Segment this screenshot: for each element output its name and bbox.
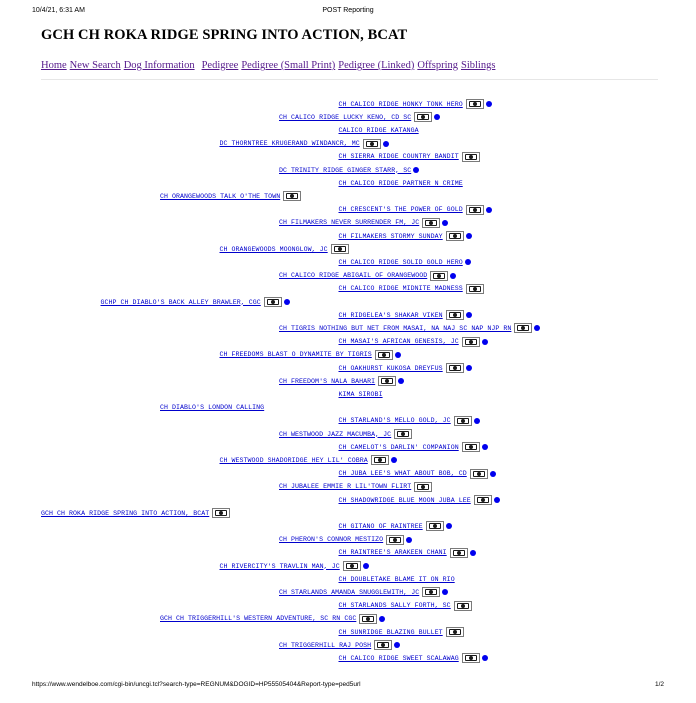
- pedigree-entry: [101, 296, 290, 308]
- pedigree-entry: [339, 415, 480, 427]
- blue-dot-icon[interactable]: [490, 471, 496, 477]
- camera-icon[interactable]: [466, 99, 484, 109]
- pedigree-entry: [279, 534, 412, 546]
- camera-icon[interactable]: [331, 244, 349, 254]
- pedigree-entry: [339, 388, 383, 400]
- camera-icon[interactable]: [414, 482, 432, 492]
- pedigree-entry: [160, 190, 301, 202]
- camera-icon[interactable]: [212, 508, 230, 518]
- camera-icon[interactable]: [371, 455, 389, 465]
- camera-icon[interactable]: [514, 323, 532, 333]
- camera-icon[interactable]: [462, 653, 480, 663]
- dog-name-link[interactable]: GCHP CH DIABLO'S BACK ALLEY BRAWLER, CGC: [100, 298, 261, 306]
- camera-icon[interactable]: [422, 587, 440, 597]
- dog-name-link[interactable]: CH CALICO RIDGE MIDNITE MADNESS: [338, 285, 463, 293]
- dog-name-link[interactable]: CH FREEDOM'S NALA BAHARI: [279, 377, 376, 385]
- blue-dot-icon[interactable]: [363, 563, 369, 569]
- pedigree-entry: [339, 309, 472, 321]
- nav-dog-information-link[interactable]: Dog Information: [123, 60, 195, 71]
- nav-pedigree-link[interactable]: Pedigree: [201, 60, 239, 71]
- pedigree-entry: [41, 507, 230, 519]
- blue-dot-icon[interactable]: [466, 365, 472, 371]
- dog-name-link[interactable]: CH CALICO RIDGE SWEET SCALAWAG: [338, 654, 459, 662]
- camera-icon[interactable]: [394, 429, 412, 439]
- nav-pedigree-small-print-link[interactable]: Pedigree (Small Print): [241, 60, 336, 71]
- print-url: https://www.wendelboe.com/cgi-bin/uncgi.tcl?search-type=REGNUM&DOGID=HP55505404&Report-type=ped5url: [32, 681, 361, 688]
- blue-dot-icon[interactable]: [486, 207, 492, 213]
- camera-icon[interactable]: [454, 416, 472, 426]
- pedigree-entry: [339, 573, 455, 585]
- pedigree-entry: [339, 177, 463, 189]
- nav-new-search-link[interactable]: New Search: [69, 60, 121, 71]
- dog-name-link[interactable]: KIMA SIROBI: [338, 390, 383, 398]
- dog-name-link[interactable]: CH SHADOWRIDGE BLUE MOON JUBA LEE: [338, 496, 471, 504]
- dog-name-link[interactable]: CH CAMELOT'S DARLIN' COMPANION: [338, 443, 459, 451]
- blue-dot-icon[interactable]: [474, 418, 480, 424]
- camera-icon[interactable]: [454, 601, 472, 611]
- camera-icon[interactable]: [283, 191, 301, 201]
- pedigree-entry: [160, 402, 264, 414]
- pedigree-entry: [279, 217, 448, 229]
- pedigree-entry: [339, 652, 488, 664]
- dog-name-link[interactable]: CH MASAI'S AFRICAN GENESIS, JC: [338, 338, 459, 346]
- camera-icon[interactable]: [470, 469, 488, 479]
- pedigree-entry: [339, 124, 419, 136]
- pedigree-entry: [279, 164, 419, 176]
- dog-name-link[interactable]: CH FREEDOMS BLAST O DYNAMITE BY TIGRIS: [219, 351, 372, 359]
- dog-name-link[interactable]: CH CALICO RIDGE HONKY TONK HERO: [338, 100, 463, 108]
- pedigree-entry: [339, 520, 452, 532]
- pedigree-entry: [339, 494, 500, 506]
- camera-icon[interactable]: [446, 231, 464, 241]
- blue-dot-icon[interactable]: [434, 114, 440, 120]
- dog-name-link[interactable]: CH TRIGGERHILL RAJ POSH: [279, 641, 372, 649]
- pedigree-entry: [339, 600, 472, 612]
- dog-name-link[interactable]: CH JUBA LEE'S WHAT ABOUT BOB, CD: [338, 470, 467, 478]
- blue-dot-icon[interactable]: [379, 616, 385, 622]
- print-date: 10/4/21, 6:31 AM: [32, 7, 85, 14]
- blue-dot-icon[interactable]: [406, 537, 412, 543]
- camera-icon[interactable]: [466, 284, 484, 294]
- dog-name-link[interactable]: CH STARLAND'S MELLO GOLD, JC: [338, 417, 451, 425]
- dog-name-link[interactable]: CH CALICO RIDGE PARTNER N CRIME: [338, 179, 463, 187]
- pedigree-entry: [339, 441, 488, 453]
- pedigree-entry: [220, 454, 397, 466]
- camera-icon[interactable]: [450, 548, 468, 558]
- blue-dot-icon[interactable]: [466, 312, 472, 318]
- dog-name-link[interactable]: CH DIABLO'S LONDON CALLING: [160, 404, 265, 412]
- pedigree-entry: [279, 586, 448, 598]
- pedigree-entry: [220, 560, 369, 572]
- dog-name-link[interactable]: CH DOUBLETAKE BLAME IT ON RIO: [338, 575, 455, 583]
- dog-name-link[interactable]: CH FILMAKERS NEVER SURRENDER FM, JC: [279, 219, 420, 227]
- dog-name-link[interactable]: CALICO RIDGE KATANGA: [338, 126, 419, 134]
- dog-name-link[interactable]: GCH CH TRIGGERHILL'S WESTERN ADVENTURE, SC RN CGC: [160, 615, 357, 623]
- pedigree-entry: [339, 468, 496, 480]
- camera-icon[interactable]: [422, 218, 440, 228]
- camera-icon[interactable]: [343, 561, 361, 571]
- dog-name-link[interactable]: CH PHERON'S CONNOR MESTIZO: [279, 536, 384, 544]
- dog-name-link[interactable]: CH CALICO RIDGE SOLID GOLD HERO: [338, 258, 463, 266]
- pedigree-entry: [339, 230, 472, 242]
- dog-name-link[interactable]: CH ORANGEWOODS MOONGLOW, JC: [219, 245, 328, 253]
- dog-name-link[interactable]: CH TIGRIS NOTHING BUT NET FROM MASAI, NA NAJ SC NAP NJP RN: [279, 324, 512, 332]
- pedigree-entry: [279, 322, 540, 334]
- pedigree-entry: [279, 481, 432, 493]
- camera-icon[interactable]: [430, 271, 448, 281]
- pedigree-entry: [339, 626, 464, 638]
- camera-icon[interactable]: [426, 521, 444, 531]
- pedigree-entry: [279, 270, 456, 282]
- dog-name-link[interactable]: CH CALICO RIDGE LUCKY KENO, CD SC: [279, 113, 412, 121]
- pedigree-entry: [339, 151, 480, 163]
- pedigree-entry: [339, 362, 472, 374]
- pedigree-entry: [279, 111, 440, 123]
- camera-icon[interactable]: [374, 640, 392, 650]
- camera-icon[interactable]: [414, 112, 432, 122]
- print-title: POST Reporting: [322, 7, 374, 14]
- blue-dot-icon[interactable]: [446, 523, 452, 529]
- blue-dot-icon[interactable]: [442, 220, 448, 226]
- blue-dot-icon[interactable]: [482, 444, 488, 450]
- camera-icon[interactable]: [378, 376, 396, 386]
- nav-pedigree-linked-link[interactable]: Pedigree (Linked): [338, 60, 415, 71]
- blue-dot-icon[interactable]: [466, 233, 472, 239]
- blue-dot-icon[interactable]: [482, 655, 488, 661]
- dog-name-link[interactable]: CH STARLANDS AMANDA SNUGGLEWITH, JC: [279, 588, 420, 596]
- nav-siblings-link[interactable]: Siblings: [460, 60, 496, 71]
- dog-name-link[interactable]: CH WESTWOOD JAZZ MACUMBA, JC: [279, 430, 392, 438]
- pedigree-entry: [339, 256, 471, 268]
- dog-name-link[interactable]: CH GITANO OF RAINTREE: [338, 522, 423, 530]
- blue-dot-icon[interactable]: [398, 378, 404, 384]
- pedigree-entry: [339, 98, 492, 110]
- camera-icon[interactable]: [264, 297, 282, 307]
- dog-name-link[interactable]: CH WESTWOOD SHADORIDGE HEY LIL' COBRA: [219, 456, 368, 464]
- camera-icon[interactable]: [462, 337, 480, 347]
- camera-icon[interactable]: [466, 205, 484, 215]
- print-footer: [32, 681, 664, 693]
- pedigree-entry: [279, 375, 404, 387]
- dog-name-link[interactable]: CH RIDGELEA'S SHAKAR VIKEN: [338, 311, 443, 319]
- dog-name-link[interactable]: CH ORANGEWOODS TALK O'THE TOWN: [160, 192, 281, 200]
- camera-icon[interactable]: [474, 495, 492, 505]
- dog-name-link[interactable]: CH OAKHURST KUKOSA DREYFUS: [338, 364, 443, 372]
- blue-dot-icon[interactable]: [465, 259, 471, 265]
- blue-dot-icon[interactable]: [494, 497, 500, 503]
- blue-dot-icon[interactable]: [284, 299, 290, 305]
- dog-name-link[interactable]: GCH CH ROKA RIDGE SPRING INTO ACTION, BCAT: [41, 509, 210, 517]
- pedigree-entry: [339, 283, 484, 295]
- pedigree-entry: [220, 349, 401, 361]
- blue-dot-icon[interactable]: [395, 352, 401, 358]
- dog-name-link[interactable]: CH SIERRA RIDGE COUNTRY BANDIT: [338, 153, 459, 161]
- camera-icon[interactable]: [386, 535, 404, 545]
- nav-home-link[interactable]: Home: [41, 60, 67, 71]
- blue-dot-icon[interactable]: [391, 457, 397, 463]
- camera-icon[interactable]: [446, 310, 464, 320]
- pedigree-entry: [220, 243, 349, 255]
- nav-offspring-link[interactable]: Offspring: [417, 60, 458, 71]
- page-title: GCH CH ROKA RIDGE SPRING INTO ACTION, BCAT: [41, 27, 408, 43]
- blue-dot-icon[interactable]: [482, 339, 488, 345]
- camera-icon[interactable]: [462, 152, 480, 162]
- camera-icon[interactable]: [446, 627, 464, 637]
- dog-name-link[interactable]: DC THORNTREE KRUGERAND WINDANCR, MC: [219, 140, 360, 148]
- blue-dot-icon[interactable]: [534, 325, 540, 331]
- dog-name-link[interactable]: CH RIVERCITY'S TRAVLIN MAN, JC: [219, 562, 340, 570]
- camera-icon[interactable]: [363, 139, 381, 149]
- dog-name-link[interactable]: CH CALICO RIDGE ABIGAIL OF ORANGEWOOD: [279, 272, 428, 280]
- pedigree-entry: [160, 613, 385, 625]
- dog-name-link[interactable]: CH SUNRIDGE BLAZING BULLET: [338, 628, 443, 636]
- pedigree-entry: [279, 639, 400, 651]
- blue-dot-icon[interactable]: [394, 642, 400, 648]
- blue-dot-icon[interactable]: [486, 101, 492, 107]
- print-page-number: 1/2: [654, 681, 664, 688]
- pedigree-entry: [220, 138, 389, 150]
- camera-icon[interactable]: [375, 350, 393, 360]
- camera-icon[interactable]: [462, 442, 480, 452]
- dog-name-link[interactable]: CH JUBALEE EMMIE R LIL'TOWN FLIRT: [279, 483, 412, 491]
- blue-dot-icon[interactable]: [450, 273, 456, 279]
- dog-name-link[interactable]: CH RAINTREE'S ARAKEEN CHANI: [338, 549, 447, 557]
- pedigree-entry: [339, 336, 488, 348]
- dog-name-link[interactable]: DC TRINITY RIDGE GINGER STARR, SC: [279, 166, 412, 174]
- dog-name-link[interactable]: CH FILMAKERS STORMY SUNDAY: [338, 232, 443, 240]
- blue-dot-icon[interactable]: [470, 550, 476, 556]
- camera-icon[interactable]: [446, 363, 464, 373]
- camera-icon[interactable]: [359, 614, 377, 624]
- dog-name-link[interactable]: CH CRESCENT'S THE POWER OF GOLD: [338, 206, 463, 214]
- pedigree-entry: [339, 547, 476, 559]
- blue-dot-icon[interactable]: [413, 167, 419, 173]
- blue-dot-icon[interactable]: [383, 141, 389, 147]
- pedigree-entry: [339, 204, 492, 216]
- pedigree-entry: [279, 428, 412, 440]
- blue-dot-icon[interactable]: [442, 589, 448, 595]
- dog-name-link[interactable]: CH STARLANDS SALLY FORTH, SC: [338, 602, 451, 610]
